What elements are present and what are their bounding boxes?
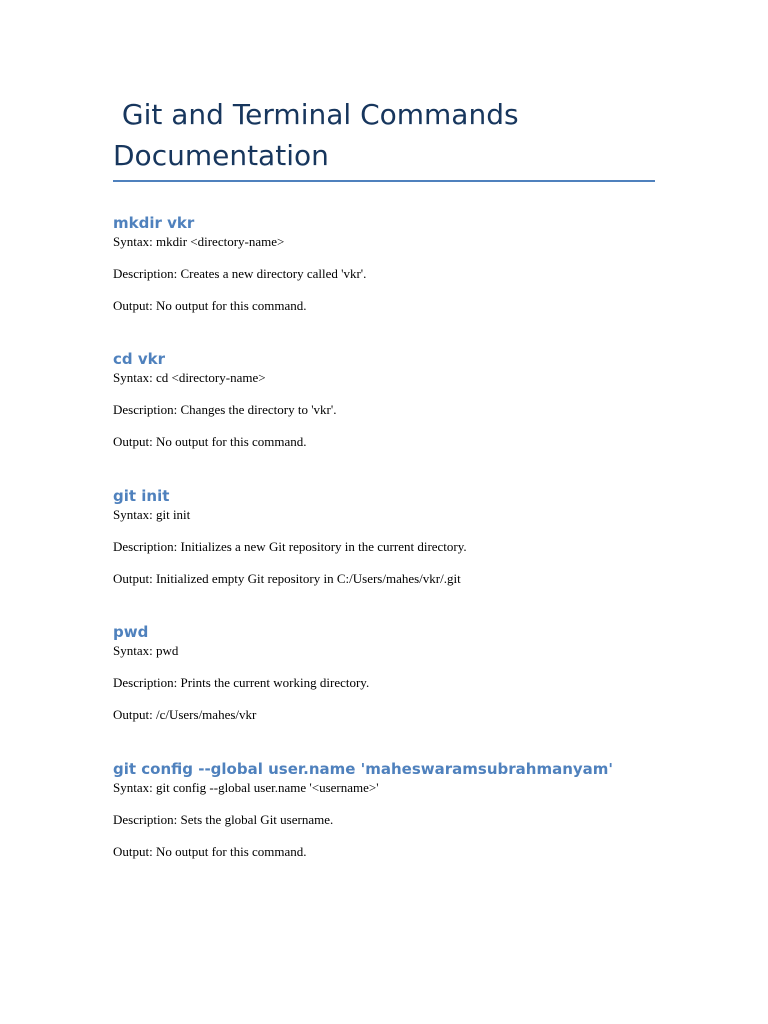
- command-heading: git config --global user.name 'maheswaramsubrahmanyam': [113, 760, 613, 778]
- command-output: Output: /c/Users/mahes/vkr: [113, 707, 257, 722]
- command-heading: git init: [113, 487, 170, 505]
- document-title: Git and Terminal Commands Documentation: [113, 98, 528, 172]
- command-output: Output: No output for this command.: [113, 298, 307, 313]
- command-syntax: Syntax: git config --global user.name '<username>': [113, 780, 379, 795]
- command-syntax: Syntax: cd <directory-name>: [113, 370, 266, 385]
- command-section-git-config: [113, 759, 713, 861]
- command-description: Description: Sets the global Git username.: [113, 812, 334, 827]
- command-output: Output: Initialized empty Git repository in C:/Users/mahes/vkr/.git: [113, 571, 461, 586]
- command-description: Description: Initializes a new Git repository in the current directory.: [113, 539, 467, 554]
- command-syntax: Syntax: mkdir <directory-name>: [113, 234, 285, 249]
- command-syntax: Syntax: git init: [113, 507, 191, 522]
- command-section-cd: [113, 349, 713, 451]
- command-output: Output: No output for this command.: [113, 844, 307, 859]
- command-syntax: Syntax: pwd: [113, 643, 179, 658]
- command-section-mkdir: [113, 213, 713, 315]
- command-description: Description: Prints the current working directory.: [113, 675, 370, 690]
- command-output: Output: No output for this command.: [113, 434, 307, 449]
- command-description: Description: Changes the directory to 'vkr'.: [113, 402, 337, 417]
- command-heading: pwd: [113, 623, 149, 641]
- command-heading: mkdir vkr: [113, 214, 195, 232]
- command-heading: cd vkr: [113, 350, 166, 368]
- command-section-git-init: [113, 486, 713, 588]
- command-section-pwd: [113, 622, 713, 724]
- command-description: Description: Creates a new directory called 'vkr'.: [113, 266, 367, 281]
- title-underline-divider: [113, 180, 655, 182]
